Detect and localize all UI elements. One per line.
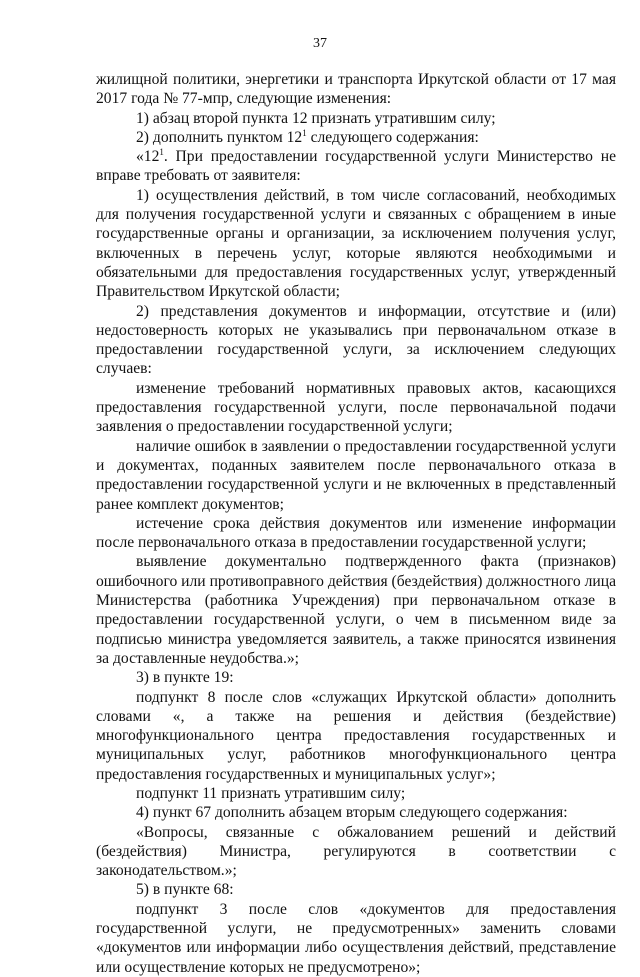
paragraph: наличие ошибок в заявлении о предоставлении государственной услуги и документах, поданных заявителем после первоначального отказа в предоставлении государственной услуги и не включенных в представленный ранее комплект документов; <box>96 437 616 513</box>
paragraph: выявление документально подтвержденного факта (признаков) ошибочного или противоправного действия (бездействия) должностного лица Министерства (работника Учреждения) при первоначальном отказе в предоставлении государственной услуги, о чем в письменном виде за подписью министра уведомляется заявитель, а также приносятся извинения за доставленные неудобства.»; <box>96 553 616 667</box>
superscript: 1 <box>159 147 164 158</box>
paragraph <box>96 147 616 186</box>
paragraph-text: . При предоставлении государственной услуги Министерство не вправе требовать от заявителя: <box>96 148 616 185</box>
paragraph-text: 2) дополнить пунктом 12 <box>136 128 303 146</box>
paragraph <box>96 128 616 147</box>
paragraph: изменение требований нормативных правовых актов, касающихся предоставления государственной услуги, после первоначальной подачи заявления о предоставлении государственной услуги; <box>96 379 616 436</box>
paragraph: 1) абзац второй пункта 12 признать утратившим силу; <box>136 109 496 127</box>
paragraph: истечение срока действия документов или изменение информации после первоначального отказа в предоставлении государственной услуги; <box>96 514 616 552</box>
document-body <box>96 70 616 977</box>
paragraph: 1) осуществления действий, в том числе согласований, необходимых для получения государственной услуги и связанных с обращением в иные государственные органы и организации, за исключением получения услуг, включенных в перечень услуг, которые являются необходимыми и обязательными для предоставления государственных услуг, утвержденный Правительством Иркутской области; <box>96 186 616 301</box>
paragraph: подпункт 3 после слов «документов для предоставления государственной услуги, не предусмотренных» заменить словами «документов или информации либо осуществления действий, представление или осуществление которых не предусмотрено»; <box>96 900 616 976</box>
paragraph: жилищной политики, энергетики и транспорта Иркутской области от 17 мая 2017 года № 77-мпр, следующие изменения: <box>96 71 616 108</box>
paragraph: 2) представления документов и информации, отсутствие и (или) недостоверность которых не указывались при первоначальном отказе в предоставлении государственной услуги, за исключением следующих случаев: <box>96 302 616 378</box>
paragraph: 3) в пункте 19: <box>136 669 234 687</box>
paragraph-text: «12 <box>136 148 160 166</box>
page-number: 37 <box>313 36 327 51</box>
paragraph: 4) пункт 67 дополнить абзацем вторым следующего содержания: <box>136 804 568 822</box>
superscript: 1 <box>302 127 307 138</box>
paragraph: «Вопросы, связанные с обжалованием решений и действий (бездействия) Министра, регулируются в соответствии с законодательством.»; <box>96 823 616 880</box>
paragraph: подпункт 11 признать утратившим силу; <box>136 784 406 802</box>
paragraph: подпункт 8 после слов «служащих Иркутской области» дополнить словами «, а также на решения и действия (бездействие) многофункционального центра предоставления государственных и муниципальных услуг, работников многофункционального центра предоставления государственных и муниципальных услуг»; <box>96 688 616 783</box>
paragraph: 5) в пункте 68: <box>136 881 234 899</box>
paragraph-text: следующего содержания: <box>306 128 479 146</box>
